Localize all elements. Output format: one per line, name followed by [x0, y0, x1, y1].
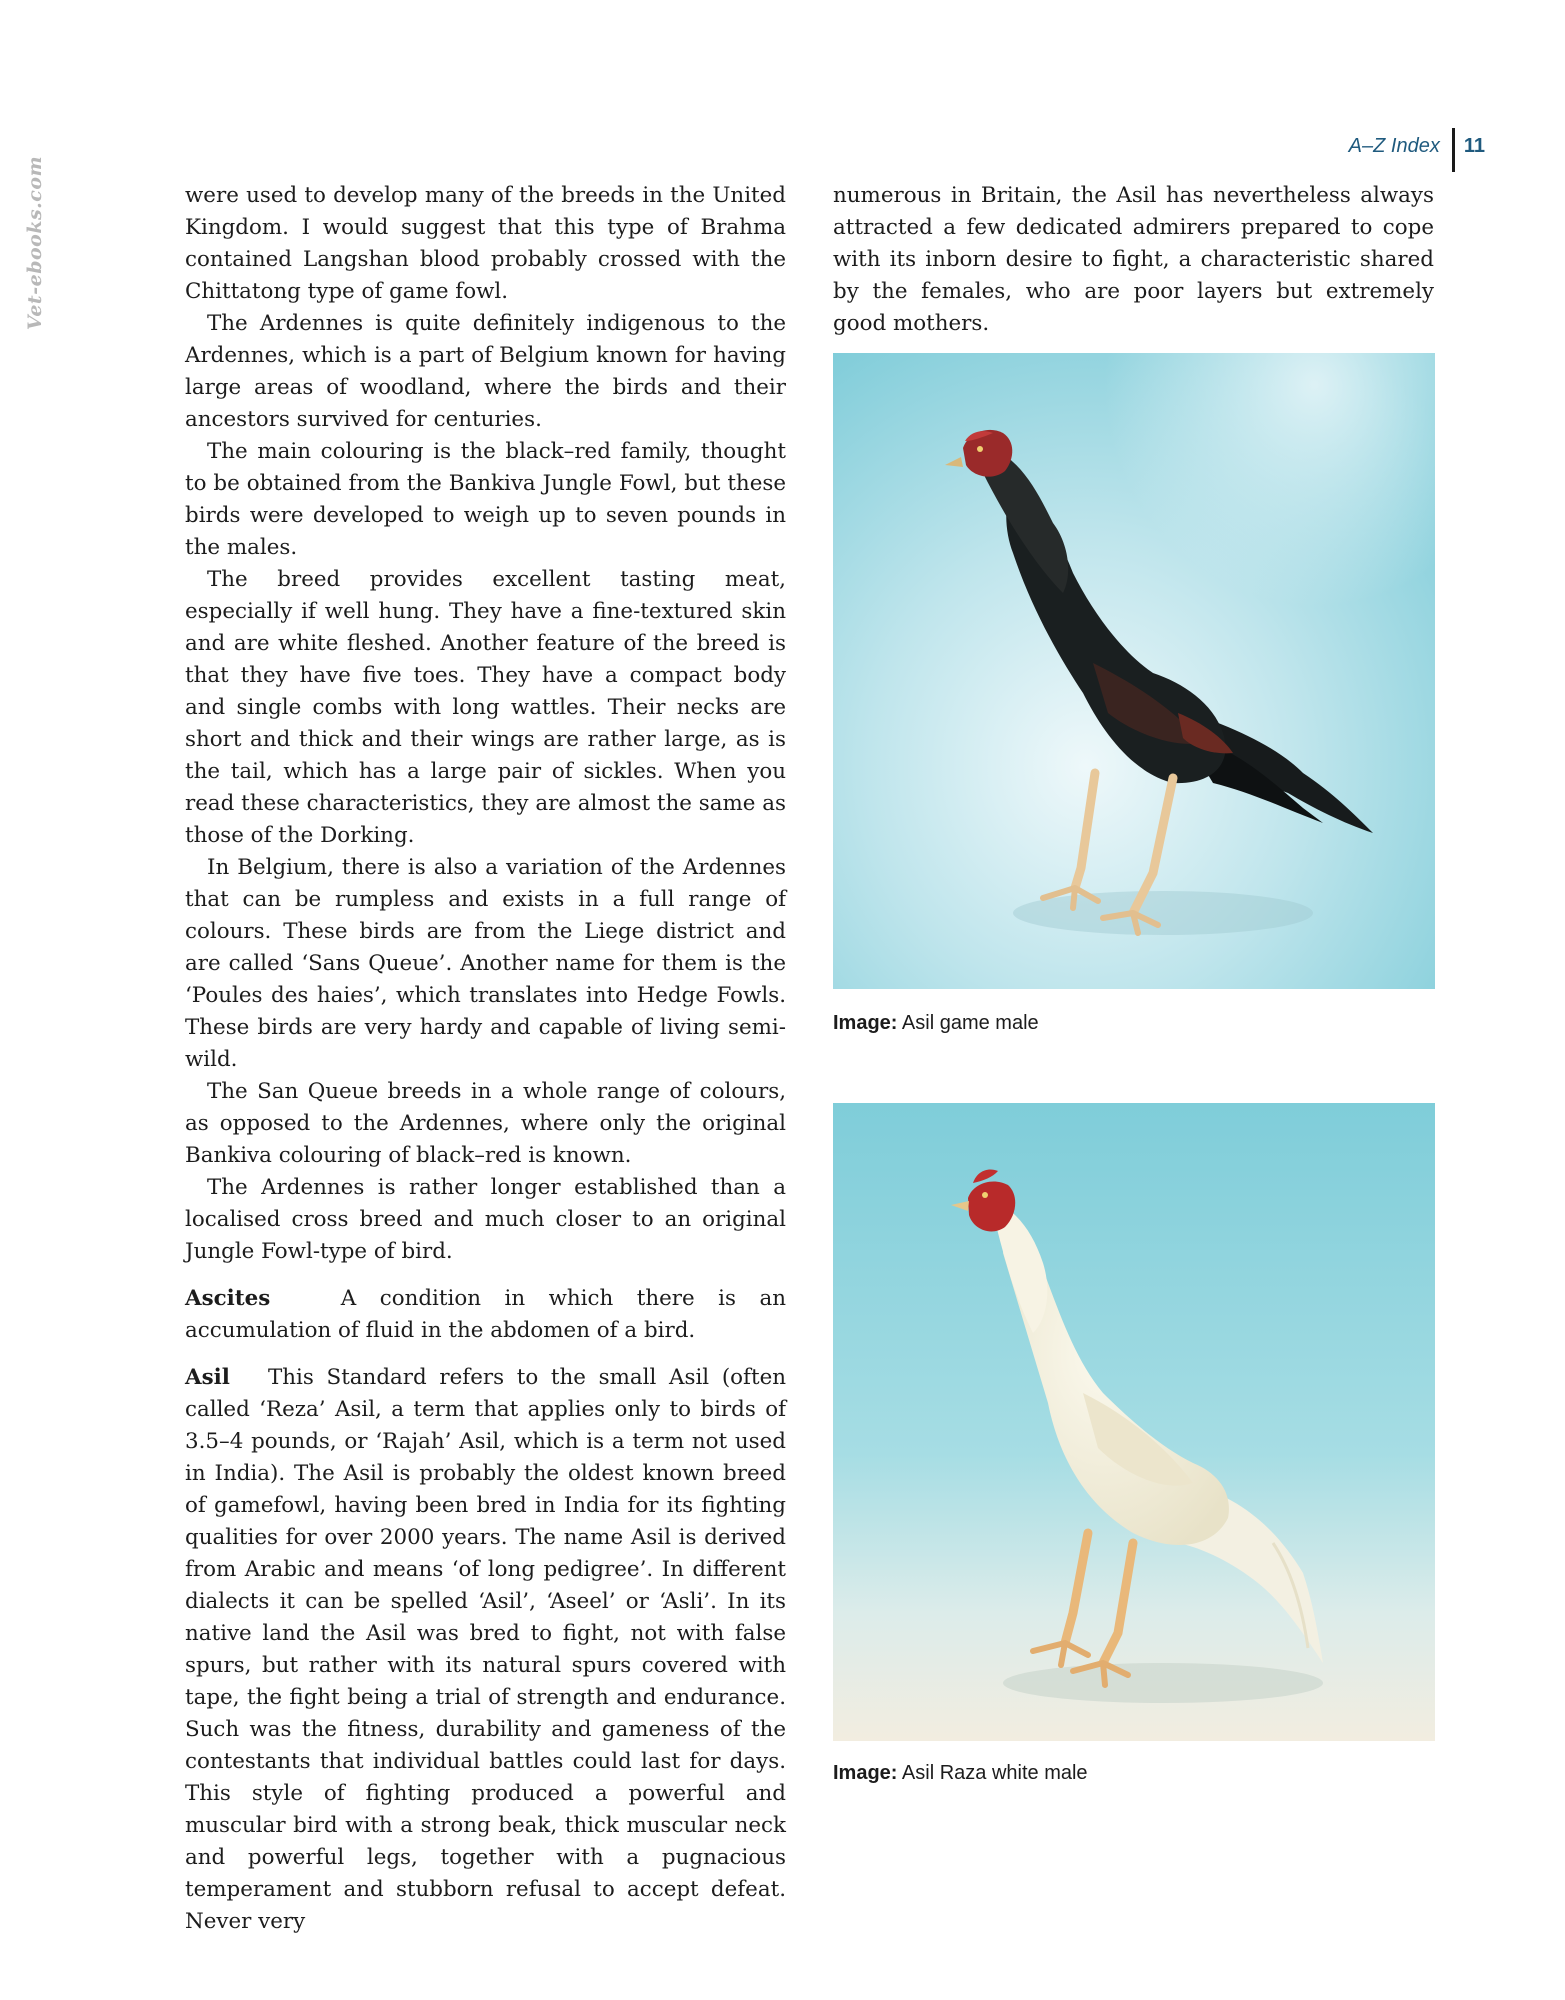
figure-asil-raza-white-male: [833, 1103, 1435, 1741]
caption-text: Asil game male: [901, 1012, 1039, 1034]
entry-definition: This Standard refers to the small Asil (often called ‘Reza’ Asil, a term that applies only to birds of 3.5–4 pounds, or ‘Rajah’ Asil, which is a term not used in India). The Asil is probably the oldest known breed of gamefowl, having been bred in India for its fighting qualities for over 2000 years. The name Asil is derived from Arabic and means ‘of long pedigree’. In different dialects it can be spelled ‘Asil’, ‘Aseel’ or ‘Asli’. In its native land the Asil was bred to fight, not with false spurs, but rather with its natural spurs covered with tape, the fight being a trial of strength and endurance. Such was the fitness, durability and gameness of the contestants that individual battles could last for days. This style of fighting produced a powerful and muscular bird with a strong beak, thick muscular neck and powerful legs, together with a pugnacious temperament and stubborn refusal to accept defeat. Never very: [185, 1365, 787, 1934]
paragraph: The main colouring is the black–red family, thought to be obtained from the Bankiva Jungle Fowl, but these birds were developed to weigh up to seven pounds in the males.: [185, 439, 786, 560]
section-title: A–Z Index: [1348, 135, 1440, 157]
paragraph: The Ardennes is rather longer established than a localised cross breed and much closer to an original Jungle Fowl-type of bird.: [185, 1175, 786, 1264]
black-red-rooster-photo: [833, 353, 1435, 989]
figure-asil-game-male: [833, 353, 1435, 989]
watermark-text: Vet-ebooks.com: [24, 155, 47, 330]
paragraph: In Belgium, there is also a variation of the Ardennes that can be rumpless and exists in a full range of colours. These birds are from the Liege district and are called ‘Sans Queue’. Another name for them is the ‘Poules des haies’, which translates into Hedge Fowls. These birds are very hardy and capable of living semi-wild.: [185, 855, 786, 1072]
paragraph: numerous in Britain, the Asil has nevertheless always attracted a few dedicated admirers prepared to cope with its inborn desire to fight, a characteristic shared by the females, who are poor layers but extremely good mothers.: [833, 183, 1434, 336]
left-column: [185, 180, 786, 1938]
running-header: [1349, 120, 1485, 172]
entry-asil: [185, 1362, 786, 1938]
entry-term: Ascites: [185, 1286, 271, 1311]
paragraph: were used to develop many of the breeds in the United Kingdom. I would suggest that this type of Brahma contained Langshan blood probably crossed with the Chittatong type of game fowl.: [185, 183, 786, 304]
caption-text: Asil Raza white male: [901, 1762, 1088, 1784]
page-number: 11: [1463, 135, 1485, 157]
paragraph: The Ardennes is quite definitely indigenous to the Ardennes, which is a part of Belgium known for having large areas of woodland, where the birds and their ancestors survived for centuries.: [185, 311, 786, 432]
caption-label: Image:: [833, 1762, 898, 1784]
figure-caption: [833, 1012, 1039, 1035]
entry-ascites: [185, 1283, 786, 1347]
white-rooster-photo: [833, 1103, 1435, 1741]
entry-definition: A condition in which there is an accumulation of fluid in the abdomen of a bird.: [185, 1286, 786, 1343]
entry-term: Asil: [185, 1365, 230, 1390]
figure-caption: [833, 1762, 1088, 1785]
paragraph: The San Queue breeds in a whole range of colours, as opposed to the Ardennes, where only the original Bankiva colouring of black–red is known.: [185, 1079, 786, 1168]
watermark: [20, 155, 50, 330]
paragraph: The breed provides excellent tasting meat, especially if well hung. They have a fine-textured skin and are white fleshed. Another feature of the breed is that they have five toes. They have a compact body and single combs with long wattles. Their necks are short and thick and their wings are rather large, as is the tail, which has a large pair of sickles. When you read these characteristics, they are almost the same as those of the Dorking.: [185, 567, 786, 848]
right-column: [833, 180, 1434, 340]
caption-label: Image:: [833, 1012, 898, 1034]
